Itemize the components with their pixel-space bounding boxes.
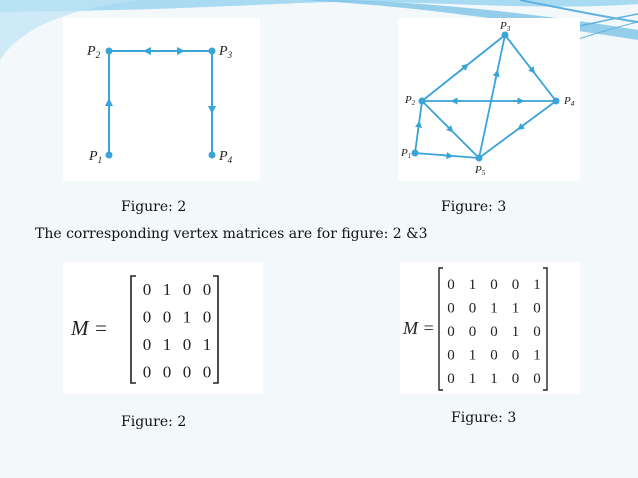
matrix3-cell-r3-c3: 0: [490, 324, 498, 340]
vertex-matrix-description: The corresponding vertex matrices are for figure: 2 &3: [35, 226, 428, 242]
label-p3: P3: [500, 20, 511, 33]
arrow-p2-p5: [446, 125, 451, 130]
figure-2-caption-top: Figure: 2: [121, 199, 187, 215]
label-p1: $P_1$: [89, 149, 103, 165]
matrix-2-bracket-right: [213, 276, 218, 383]
arrow-p2-p3: [460, 66, 466, 71]
matrix3-cell-r5-c4: 0: [511, 371, 520, 387]
matrix-3-bracket-left: [439, 268, 443, 390]
matrix2-cell-r2-c2: 0: [162, 307, 172, 327]
matrix2-cell-r4-c3: 0: [182, 362, 192, 382]
matrix2-cell-r3-c4: 1: [202, 335, 212, 354]
matrix3-cell-r4-c3: 0: [490, 347, 498, 364]
vertex-p2: [419, 98, 426, 105]
matrix-2-bracket-left: [131, 276, 136, 383]
figure-3-graph-panel: [398, 18, 580, 181]
matrix3-cell-r4-c4: 0: [511, 347, 520, 364]
figure-2-edges: [109, 51, 212, 155]
figure-2-graph-panel: [63, 18, 260, 181]
matrix2-cell-r4-c1: 0: [142, 362, 152, 382]
matrix-3-symbol: M =: [403, 318, 435, 338]
arrow-p1-p2: [418, 124, 419, 131]
figure-2-graph: [63, 18, 260, 181]
matrix3-cell-r3-c4: 1: [511, 324, 520, 340]
figure-2-caption-bottom: Figure: 2: [121, 414, 187, 430]
matrix2-cell-r1-c2: 1: [162, 280, 172, 299]
matrix2-cell-r3-c2: 1: [162, 335, 172, 354]
matrix2-cell-r3-c3: 0: [182, 335, 192, 354]
label-p4: $P_4$: [219, 149, 233, 165]
matrix3-cell-r2-c3: 1: [490, 300, 498, 317]
matrix3-cell-r4-c1: 0: [447, 347, 455, 364]
matrix2-cell-r4-c2: 0: [162, 362, 172, 382]
matrix-2-entries: [143, 280, 212, 382]
label-p2: P2: [405, 94, 416, 107]
label-p2: $P_2$: [87, 44, 101, 60]
vertex-p1: [412, 150, 419, 157]
matrix3-cell-r5-c1: 0: [447, 371, 455, 387]
matrix3-cell-r5-c2: 1: [468, 371, 477, 387]
arrow-p1-p5: [442, 155, 450, 156]
figure-2-vertices: [106, 48, 216, 159]
arrow-p3-p4: [528, 65, 533, 71]
vertex-p5: [476, 155, 483, 162]
matrix3-cell-r1-c2: 1: [468, 277, 477, 293]
matrix3-cell-r2-c4: 1: [511, 300, 520, 317]
vertex-p3: [209, 48, 216, 55]
matrix3-cell-r1-c3: 0: [490, 277, 498, 293]
arrow-p5-p3: [495, 73, 497, 81]
matrix2-cell-r3-c1: 0: [142, 335, 152, 354]
figure-3-matrix-panel: [400, 262, 580, 394]
edge-p4-p5: [479, 101, 556, 158]
matrix3-cell-r4-c5: 1: [533, 347, 541, 364]
matrix2-cell-r4-c4: 0: [202, 362, 212, 382]
label-p5: P5: [475, 164, 486, 177]
matrix3-cell-r2-c1: 0: [447, 300, 455, 317]
matrix3-cell-r1-c1: 0: [447, 277, 455, 293]
matrix2-cell-r2-c3: 1: [182, 307, 192, 327]
figure-3-caption-top: Figure: 3: [441, 199, 507, 215]
vertex-p4: [209, 152, 216, 159]
matrix3-cell-r3-c1: 0: [447, 324, 455, 340]
vertex-p2: [106, 48, 113, 55]
figure-3-matrix: [400, 262, 580, 394]
matrix3-cell-r3-c2: 0: [468, 324, 477, 340]
figure-3-caption-bottom: Figure: 3: [451, 410, 517, 426]
matrix2-cell-r2-c4: 0: [202, 307, 212, 327]
matrix-3-bracket-right: [543, 268, 547, 390]
figure-3-edges: [415, 35, 556, 158]
matrix3-cell-r3-c5: 0: [533, 324, 541, 340]
matrix3-cell-r5-c3: 1: [490, 371, 498, 387]
matrix3-cell-r5-c5: 0: [533, 371, 541, 387]
label-p1: P1: [401, 147, 412, 160]
matrix-2-symbol: M =: [71, 316, 108, 340]
matrix3-cell-r1-c5: 1: [533, 277, 541, 293]
label-p3: $P_3$: [219, 44, 233, 60]
matrix3-cell-r1-c4: 0: [511, 277, 520, 293]
matrix3-cell-r4-c2: 1: [468, 347, 477, 364]
matrix3-cell-r2-c5: 0: [533, 300, 541, 317]
matrix2-cell-r1-c4: 0: [202, 280, 212, 299]
matrix2-cell-r1-c3: 0: [182, 280, 192, 299]
matrix2-cell-r1-c1: 0: [142, 280, 152, 299]
label-p4: P4: [564, 95, 575, 108]
vertex-p4: [553, 98, 560, 105]
vertex-p1: [106, 152, 113, 159]
figure-2-matrix: [63, 262, 263, 394]
arrow-p4-p5: [520, 123, 526, 128]
matrix3-cell-r2-c2: 0: [468, 300, 477, 317]
matrix-3-entries: [447, 277, 541, 387]
figure-2-matrix-panel: [63, 262, 263, 394]
matrix2-cell-r2-c1: 0: [142, 307, 152, 327]
figure-3-graph: [398, 18, 580, 181]
